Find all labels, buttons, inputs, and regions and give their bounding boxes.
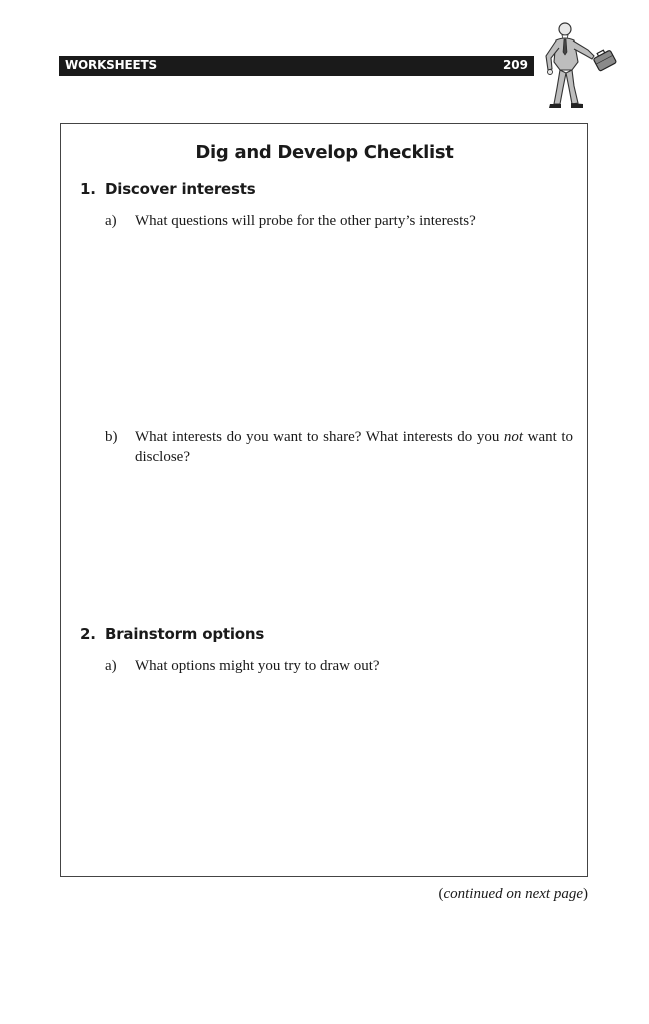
question-2a <box>105 656 573 676</box>
question-1b <box>105 427 573 467</box>
continued-text: continued on next page <box>443 886 583 902</box>
paren-open: ( <box>438 886 444 902</box>
worksheet-title: Dig and Develop Checklist <box>195 142 454 163</box>
continued-note <box>438 886 588 903</box>
question-emphasis: not <box>503 429 524 445</box>
section-heading-discover-interests <box>80 180 255 198</box>
section-heading-text: Brainstorm options <box>105 625 265 643</box>
section-heading-brainstorm-options <box>80 625 264 643</box>
question-text-part: What interests do you want to share? What interests do you <box>135 429 504 445</box>
question-text: What options might you try to draw out? <box>135 658 380 674</box>
businessman-with-briefcase-icon <box>538 18 620 110</box>
section-heading-text: Discover interests <box>105 180 256 198</box>
paren-close: ) <box>583 886 588 902</box>
question-text: What questions will probe for the other party’s interests? <box>135 213 476 229</box>
question-letter: a) <box>105 213 117 229</box>
question-letter: a) <box>105 658 117 674</box>
section-number: 1. <box>80 180 96 198</box>
question-text-part: want to disclose? <box>135 429 573 465</box>
worksheet-frame <box>60 123 588 877</box>
question-text <box>135 427 573 467</box>
question-1a <box>105 211 573 231</box>
running-header-bar <box>59 56 534 76</box>
page-number: 209 <box>502 58 528 72</box>
section-number: 2. <box>80 625 96 643</box>
question-letter: b) <box>105 429 118 445</box>
section-label: WORKSHEETS <box>65 58 157 72</box>
